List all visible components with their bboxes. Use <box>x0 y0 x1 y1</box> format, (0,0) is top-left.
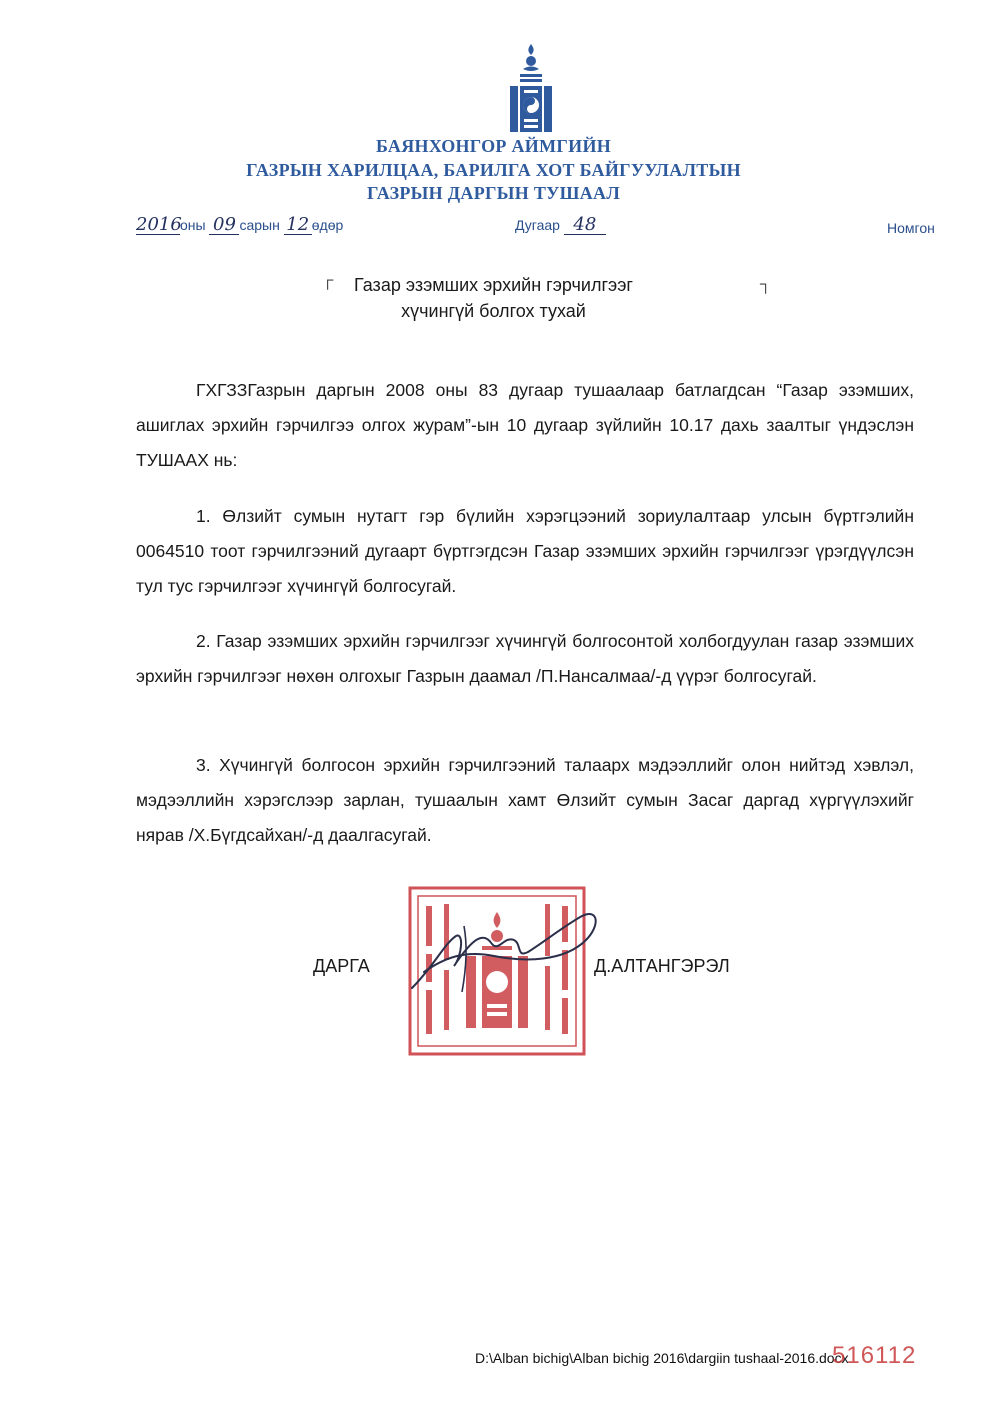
header-line-1: БАЯНХОНГОР АЙМГИЙН <box>375 136 612 156</box>
subject-line-1: Газар эзэмших эрхийн гэрчилгээг <box>354 275 633 295</box>
order-number-label: Дугаар <box>515 217 560 233</box>
signatory-title: ДАРГА <box>313 956 370 976</box>
order-number-handwritten: 48 <box>564 216 606 235</box>
date-year-suffix: оны <box>180 217 206 233</box>
date-line <box>136 216 343 235</box>
order-item-3: 3. Хүчингүй болгосон эрхийн гэрчилгээний талаарх мэдээллийг олон нийтэд хэвлэл, мэдээллийн хэрэгслээр зарлан, тушаалын хамт Өлзийт сумын Засаг даргад хүргүүлэхийг нярав /Х.Бүгдсайхан/-д даалгасугай. <box>136 755 914 845</box>
date-day-suffix: өдөр <box>311 217 344 233</box>
soyombo-emblem-icon <box>507 42 555 136</box>
order-item-2: 2. Газар эзэмших эрхийн гэрчилгээг хүчингүй болгосонтой холбогдуулан газар эзэмших эрхийн гэрчилгээг нөхөн олгохыг Газрын даамал /П.Нансалмаа/-д үүрэг болгосугай. <box>136 631 914 686</box>
place-name: Номгон <box>887 220 935 236</box>
header-line-2: ГАЗРЫН ХАРИЛЦАА, БАРИЛГА ХОТ БАЙГУУЛАЛТЫН <box>246 160 741 180</box>
footer-stamp-code: 516112 <box>832 1342 917 1369</box>
date-month-handwritten: 09 <box>209 216 239 235</box>
corner-mark-right: ┐ <box>760 276 772 293</box>
date-day-handwritten: 12 <box>284 216 312 235</box>
date-year-handwritten: 2016 <box>136 214 182 235</box>
subject-line-2: хүчингүй болгох тухай <box>401 301 586 321</box>
order-number <box>515 216 606 235</box>
footer-file-path: D:\Alban bichig\Alban bichig 2016\dargiin tushaal-2016.docx <box>475 1350 849 1366</box>
order-item-1: 1. Өлзийт сумын нутагт гэр бүлийн хэрэгцээний зориулалтаар улсын бүртгэлийн 0064510 тоот гэрчилгээний дугаарт бүртгэгдсэн Газар эзэмших эрхийн гэрчилгээг үрэгдүүлсэн тул тус гэрчилгээг хүчингүй болгосугай. <box>136 506 914 596</box>
corner-mark-left: ┌ <box>322 272 334 289</box>
date-month-suffix: сарын <box>239 217 280 233</box>
signatory-name: Д.АЛТАНГЭРЭЛ <box>594 956 730 976</box>
intro-paragraph: ГХГЗЗГазрын даргын 2008 оны 83 дугаар тушаалаар батлагдсан “Газар эзэмших, ашиглах эрхийн гэрчилгээ олгох журам”-ын 10 дугаар зүйлийн 10.17 дахь заалтыг үндэслэн ТУШААХ нь: <box>136 380 914 470</box>
handwritten-signature <box>404 896 604 996</box>
header-line-3: ГАЗРЫН ДАРГЫН ТУШААЛ <box>366 183 621 203</box>
